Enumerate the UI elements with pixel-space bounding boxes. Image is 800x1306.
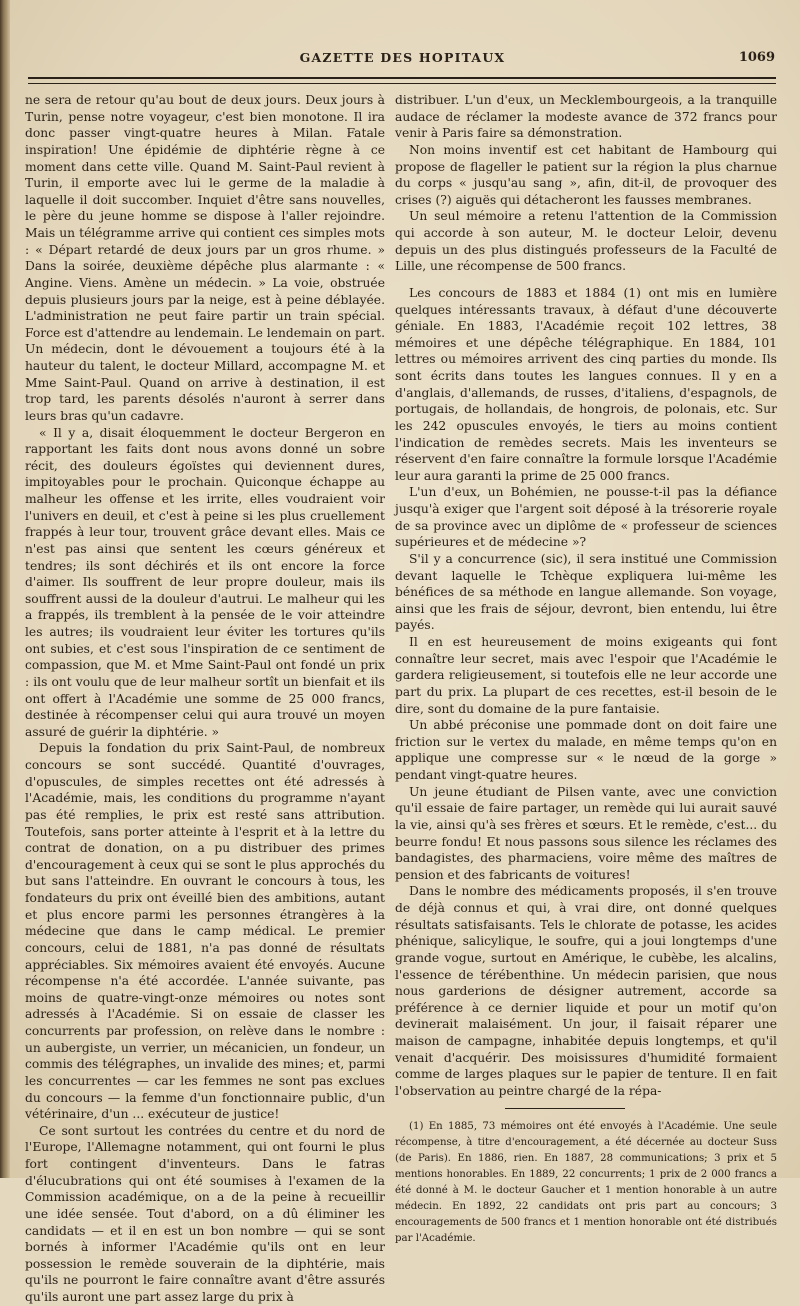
- paragraph: Les concours de 1883 et 1884 (1) ont mis en lumière quelques intéressants travaux, à défaut d'une découverte géniale. En 1883, l'Académie reçoit 102 lettres, 38 mémoires et une dépêche télégraphique. En 1884, 101 lettres ou mémoires arrivent des cinq parties du monde. Ils sont écrits dans toutes les langues connues. Il y en a d'anglais, d'allemands, de russes, d'italiens, d'espagnols, de portugais, de hollandais, de hongrois, de polonais, etc. Sur les 242 opuscules envoyés, le tiers au moins contient l'indication de remèdes secrets. Mais les inventeurs se réservent d'en faire connaître la formule lorsque l'Académie leur aura garanti la prime de 25 000 francs.: [395, 285, 777, 483]
- journal-title: GAZETTE DES HOPITAUX: [299, 50, 506, 65]
- paragraph: Un jeune étudiant de Pilsen vante, avec une conviction qu'il essaie de faire partager, un remède qui lui aurait sauvé la vie, ainsi qu'à ses frères et sœurs. Et le remède, c'est... du beurre fondu! Et nous passons sous silence les réclames des bandagistes, des pharmaciens, voire même des maîtres de pension et des fabricants de voitures!: [395, 784, 777, 882]
- paragraph: Un seul mémoire a retenu l'attention de la Commission qui accorde à son auteur, M. le docteur Leloir, devenu depuis un des plus distingués professeurs de la Faculté de Lille, une récompense de 500 francs.: [395, 209, 777, 274]
- paragraph: Non moins inventif est cet habitant de Hambourg qui propose de flageller le patient sur la région la plus charnue du corps « jusqu'au sang », afin, dit-il, de provoquer des crises (?) aiguës qui détacheront les fausses membranes.: [395, 142, 777, 207]
- paragraph: ne sera de retour qu'au bout de deux jours. Deux jours à Turin, pense notre voyageur, c'est bien monotone. Il ira donc passer vingt-quatre heures à Milan. Fatale inspiration! Une épidémie de diphtérie règne à ce moment dans cette ville. Quand M. Saint-Paul revient à Turin, il emporte avec lui le germe de la maladie à laquelle il doit succomber. Inquiet d'être sans nouvelles, le père du jeune homme se dispose à l'aller rejoindre. Mais un télégramme arrive qui contient ces simples mots : « Départ retardé de deux jours par un gros rhume. » Dans la soirée, deuxième dépêche plus alarmante : « Angine. Viens. Amène un médecin. » La voie, obstruée depuis plusieurs jours par la neige, est à peine déblayée. L'administration ne peut faire partir un train spécial. Force est d'attendre au lendemain. Le lendemain on part. Un médecin, dont le dévouement a toujours été à la hauteur du talent, le docteur Millard, accompagne M. et Mme Saint-Paul. Quand on arrive à destination, il est trop tard, les parents désolés n'auront à serrer dans leurs bras qu'un cadavre.: [25, 93, 385, 423]
- paragraph: distribuer. L'un d'eux, un Mecklembourgeois, a la tranquille audace de réclamer la modeste avance de 372 francs pour venir à Paris faire sa démonstration.: [395, 93, 777, 141]
- page-header: [30, 50, 775, 70]
- footnote: (1) En 1885, 73 mémoires ont été envoyés à l'Académie. Une seule récompense, à titre d'encouragement, a été décernée au docteur Suss (de Paris). En 1886, rien. En 1887, 28 communications; 3 prix et 5 mentions honorables. En 1889, 22 concurrents; 1 prix de 2 000 francs a été donné à M. le docteur Gaucher et 1 mention honorable à un autre médecin. En 1892, 22 candidats ont pris part au concours; 3 encouragements de 500 francs et 1 mention honorable ont été distribués par l'Académie.: [395, 1120, 777, 1245]
- left-column: [25, 92, 385, 1306]
- paragraph: Il en est heureusement de moins exigeants qui font connaître leur secret, mais avec l'espoir que l'Académie le gardera religieusement, si toutefois elle ne leur accorde une part du prix. La plupart de ces recettes, est-il besoin de le dire, sont du domaine de la pure fantaisie.: [395, 635, 777, 716]
- header-rule-thin: [28, 83, 776, 84]
- page-binding-edge: [0, 0, 10, 1178]
- footnote-rule: [505, 1108, 625, 1109]
- paragraph: Dans le nombre des médicaments proposés, il s'en trouve de déjà connus et qui, à vrai dire, ont donné quelques résultats satisfaisants. Tels le chlorate de potasse, les acides phénique, salicylique, le soufre, qui a joui longtemps d'une grande vogue, surtout en Amérique, le cubèbe, les alcalins, l'essence de térébenthine. Un médecin parisien, que nous nous garderions de désigner autrement, accorde sa préférence à ce dernier liquide et pour un motif qu'on devinerait malaisément. Un jour, il faisait réparer une maison de campagne, inhabitée depuis longtemps, et qu'il venait d'acquérir. Des moisissures d'humidité formaient comme de larges plaques sur le papier de tenture. Il en fait l'observation au peintre chargé de la répa-: [395, 884, 777, 1098]
- paragraph: Depuis la fondation du prix Saint-Paul, de nombreux concours se sont succédé. Quantité d'ouvrages, d'opuscules, de simples recettes ont été adressés à l'Académie, mais, les conditions du programme n'ayant pas été remplies, le prix est resté sans attribution. Toutefois, sans porter atteinte à l'esprit et à la lettre du contrat de donation, on a pu distribuer des primes d'encouragement à ceux qui se sont le plus approchés du but sans l'atteindre. En ouvrant le concours à tous, les fondateurs du prix ont éveillé bien des ambitions, autant et plus encore parmi les personnes étrangères à la médecine que dans le camp médical. Le premier concours, celui de 1881, n'a pas donné de résultats appréciables. Six mémoires avaient été envoyés. Aucune récompense n'a été accordée. L'année suivante, pas moins de quatre-vingt-onze mémoires ou notes sont adressés à l'Académie. Si on essaie de classer les concurrents par profession, on relève dans le nombre : un aubergiste, un verrier, un mécanicien, un fondeur, un commis des télégraphes, un invalide des mines; et, parmi les concurrentes — car les femmes ne sont pas exclues du concours — la femme d'un fonctionnaire public, d'un vétérinaire, d'un ... exécuteur de justice!: [25, 741, 385, 1122]
- right-column: [395, 92, 777, 1247]
- paragraph: S'il y a concurrence (sic), il sera institué une Commission devant laquelle le Tchèque expliquera lui-même les bénéfices de sa méthode en langue allemande. Son voyage, ainsi que les frais de séjour, devront, bien entendu, lui être payés.: [395, 551, 777, 633]
- page-number: 1069: [738, 50, 775, 65]
- paragraph: « Il y a, disait éloquemment le docteur Bergeron en rapportant les faits dont nous avons donné un sobre récit, des douleurs égoïstes qui deviennent dures, impitoyables pour le prochain. Quiconque échappe au malheur les offense et les irrite, elles voudraient voir l'univers en deuil, et c'est à peine si les plus cruellement frappés à leur tour, trouvent grâce devant elles. Mais ce n'est pas ainsi que sentent les cœurs généreux et tendres; ils sont déchirés et ils ont encore la force d'aimer. Ils souffrent de leur propre douleur, mais ils souffrent aussi de la douleur d'autrui. Le malheur qui les a frappés, ils tremblent à la pensée de le voir atteindre les autres; ils voudraient leur éviter les tortures qu'ils ont subies, et c'est sous l'inspiration de ce sentiment de compassion, que M. et Mme Saint-Paul ont fondé un prix : ils ont voulu que de leur malheur sortît un bienfait et ils ont offert à l'Académie une somme de 25 000 francs, destinée à récompenser celui qui aura trouvé un moyen assuré de guérir la diphtérie. »: [25, 425, 385, 739]
- paragraph: Ce sont surtout les contrées du centre et du nord de l'Europe, l'Allemagne notamment, qui ont fourni le plus fort contingent d'inventeurs. Dans le fatras d'élucubrations qui ont été soumises à l'examen de la Commission académique, on a de la peine à recueillir une idée sensée. Tout d'abord, on a dû éliminer les candidats — et il en est un bon nombre — qui se sont bornés à informer l'Académie qu'ils ont en leur possession le remède souverain de la diphtérie, mais qu'ils ne pourront le faire connaître avant d'être assurés qu'ils auront une part assez large du prix à: [25, 1123, 385, 1304]
- paragraph: Un abbé préconise une pommade dont on doit faire une friction sur le vertex du malade, en même temps qu'on en applique une compresse sur « le nœud de la gorge » pendant vingt-quatre heures.: [395, 718, 777, 782]
- header-rule-thick: [28, 77, 776, 79]
- paragraph: L'un d'eux, un Bohémien, ne pousse-t-il pas la défiance jusqu'à exiger que l'argent soit déposé à la trésorerie royale de sa province avec un diplôme de « professeur de sciences supérieures et de médecine »?: [395, 485, 777, 550]
